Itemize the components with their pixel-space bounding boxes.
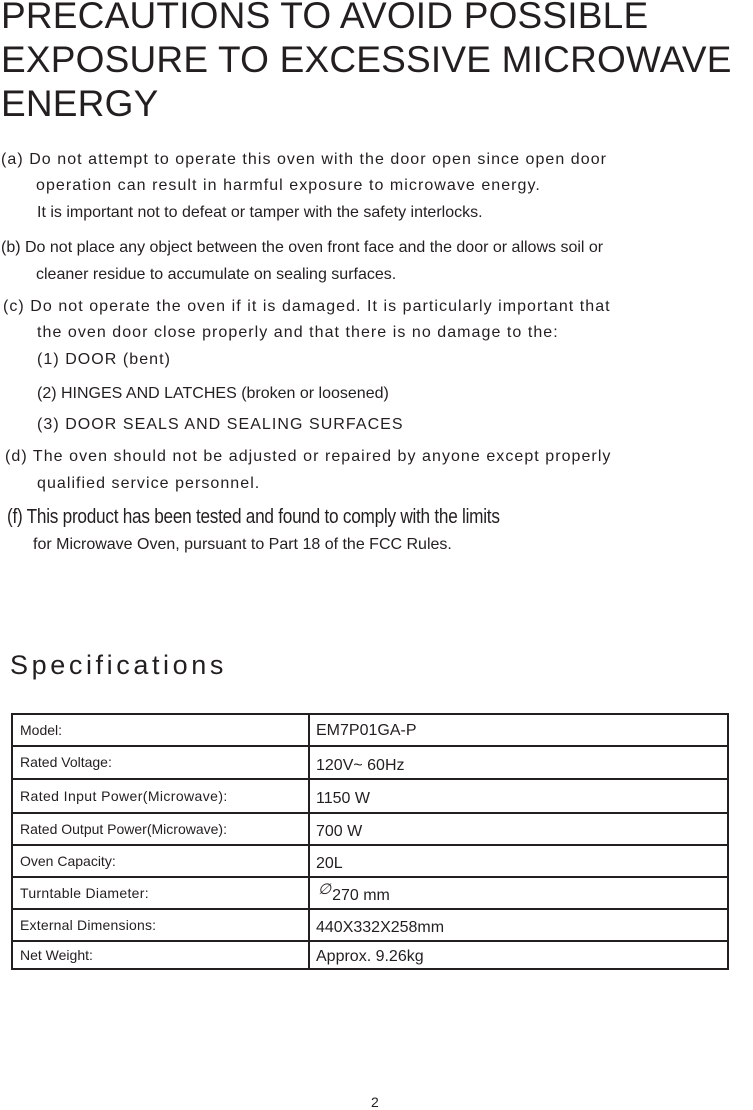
precaution-f-line: for Microwave Oven, pursuant to Part 18 of the FCC Rules. xyxy=(33,536,452,553)
spec-label: Rated Voltage: xyxy=(13,747,310,778)
spec-value: 120V~ 60Hz xyxy=(316,757,405,774)
precaution-d-line: (d) The oven should not be adjusted or repaired by anyone except properly xyxy=(5,448,612,465)
precaution-a-line: (a) Do not attempt to operate this oven with the door open since open door xyxy=(1,151,608,168)
precaution-c-item: (3) DOOR SEALS AND SEALING SURFACES xyxy=(37,416,404,433)
spec-label: External Dimensions: xyxy=(13,910,310,940)
spec-value: 700 W xyxy=(316,823,363,840)
spec-value: 440X332X258mm xyxy=(316,919,445,936)
table-row xyxy=(13,846,727,878)
title-line: PRECAUTIONS TO AVOID POSSIBLE xyxy=(1,0,649,36)
table-row xyxy=(13,747,727,780)
precaution-c-line: (c) Do not operate the oven if it is damaged. It is particularly important that xyxy=(3,298,611,315)
spec-label: Model: xyxy=(13,715,310,745)
spec-value: Approx. 9.26kg xyxy=(316,948,424,965)
table-row xyxy=(13,814,727,846)
diameter-icon: ∅ xyxy=(318,881,332,898)
spec-label: Rated Input Power(Microwave): xyxy=(13,780,310,812)
spec-value xyxy=(316,878,390,908)
precaution-a-line: It is important not to defeat or tamper with the safety interlocks. xyxy=(37,204,483,221)
spec-label: Rated Output Power(Microwave): xyxy=(13,814,310,844)
specifications-table xyxy=(11,713,729,970)
specifications-heading: Specifications xyxy=(10,650,227,680)
precaution-c-line: the oven door close properly and that there is no damage to the: xyxy=(37,324,559,341)
spec-value: EM7P01GA-P xyxy=(316,722,417,739)
page-title xyxy=(1,0,753,126)
precaution-c-item: (2) HINGES AND LATCHES (broken or loosened) xyxy=(37,385,389,402)
table-row xyxy=(13,942,727,968)
precaution-b-line: (b) Do not place any object between the oven front face and the door or allows soil or xyxy=(1,239,604,256)
table-row xyxy=(13,715,727,747)
spec-label: Turntable Diameter: xyxy=(13,878,310,908)
precaution-d-line: qualified service personnel. xyxy=(37,475,261,492)
title-line: EXPOSURE TO EXCESSIVE MICROWAVE xyxy=(1,39,732,80)
spec-value: 1150 W xyxy=(316,790,370,807)
table-row xyxy=(13,910,727,942)
precaution-f-line: (f) This product has been tested and found to comply with the limits xyxy=(7,506,500,528)
precaution-c-item: (1) DOOR (bent) xyxy=(37,351,171,368)
spec-value-text: 270 mm xyxy=(332,887,390,904)
spec-value: 20L xyxy=(316,855,343,872)
table-row xyxy=(13,780,727,814)
spec-label: Oven Capacity: xyxy=(13,846,310,876)
precaution-b-line: cleaner residue to accumulate on sealing surfaces. xyxy=(36,266,397,283)
precaution-a-line: operation can result in harmful exposure to microwave energy. xyxy=(36,177,541,194)
table-row xyxy=(13,878,727,910)
page-number: 2 xyxy=(371,1094,379,1110)
spec-label: Net Weight: xyxy=(13,942,310,968)
title-line: ENERGY xyxy=(1,83,159,124)
